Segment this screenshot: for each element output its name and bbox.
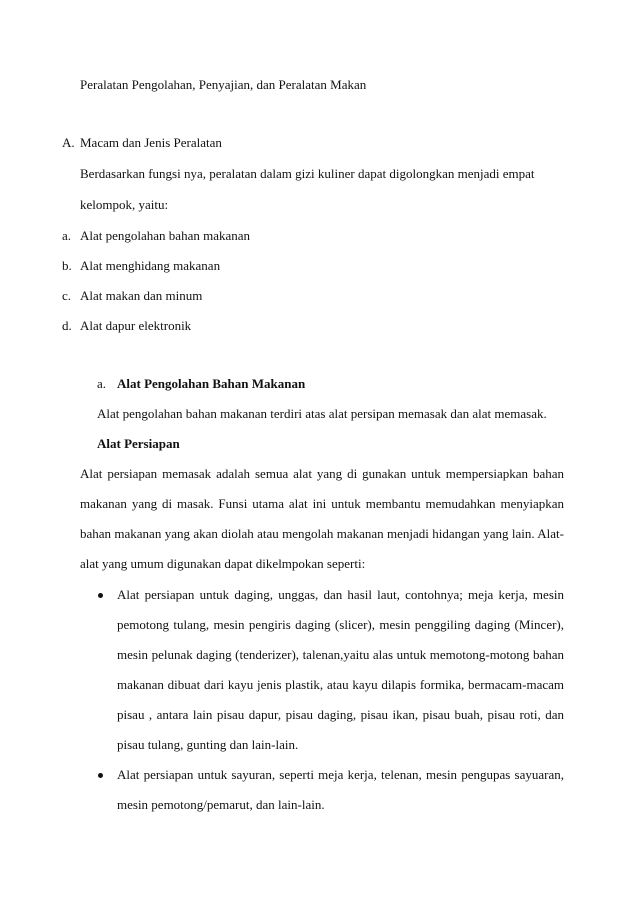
bullet-line: Alat persiapan untuk daging, unggas, dan hasil laut, contohnya; meja kerja, mesin [117, 587, 564, 602]
list-item-marker: a. [62, 228, 72, 243]
paragraph-line: Alat persiapan memasak adalah semua alat yang di gunakan untuk mempersiapkan bahan [80, 466, 564, 481]
bullet-line: mesin pemotong/pemarut, dan lain-lain. [117, 797, 325, 812]
bullet-line: pisau tulang, gunting dan lain-lain. [117, 737, 299, 752]
intro-line-1: Berdasarkan fungsi nya, peralatan dalam gizi kuliner dapat digolongkan menjadi empat [80, 166, 535, 181]
subsection-subheading: Alat Persiapan [97, 436, 180, 451]
section-heading: Macam dan Jenis Peralatan [80, 135, 222, 150]
list-item: Alat pengolahan bahan makanan [80, 228, 251, 243]
bullet-icon [98, 773, 103, 778]
list-item-marker: c. [62, 288, 72, 303]
paragraph-line: makanan yang di masak. Funsi utama alat ini untuk membantu memudahkan menyiapkan [80, 496, 564, 511]
paragraph-line: bahan makanan yang akan diolah atau mengolah makanan menjadi hidangan yang lain. Alat- [80, 526, 564, 541]
list-item: Alat dapur elektronik [80, 318, 192, 333]
bullet-line: pemotong tulang, mesin pengiris daging (slicer), mesin penggiling daging (Mincer), [117, 617, 564, 632]
bullet-line: makanan dibuat dari kayu jenis plastik, atau kayu dilapis formika, bermacam-macam [117, 677, 564, 692]
list-item: Alat makan dan minum [80, 288, 203, 303]
bullet-line: Alat persiapan untuk sayuran, seperti meja kerja, telenan, mesin pengupas sayuaran, [117, 767, 564, 782]
page-title: Peralatan Pengolahan, Penyajian, dan Peralatan Makan [80, 77, 367, 92]
list-item: Alat menghidang makanan [80, 258, 221, 273]
list-item-marker: b. [62, 258, 72, 273]
section-marker: A. [62, 135, 75, 150]
bullet-line: mesin pelunak daging (tenderizer), talenan,yaitu alas untuk memotong-motong bahan [117, 647, 564, 662]
subsection-marker: a. [97, 376, 107, 391]
bullet-line: pisau , antara lain pisau dapur, pisau daging, pisau ikan, pisau buah, pisau roti, dan [117, 707, 564, 722]
subsection-description: Alat pengolahan bahan makanan terdiri atas alat persipan memasak dan alat memasak. [97, 406, 547, 421]
bullet-icon [98, 593, 103, 598]
intro-line-2: kelompok, yaitu: [80, 197, 169, 212]
list-item-marker: d. [62, 318, 72, 333]
subsection-heading: Alat Pengolahan Bahan Makanan [117, 376, 306, 391]
paragraph-line: alat yang umum digunakan dapat dikelmpokan seperti: [80, 556, 366, 571]
